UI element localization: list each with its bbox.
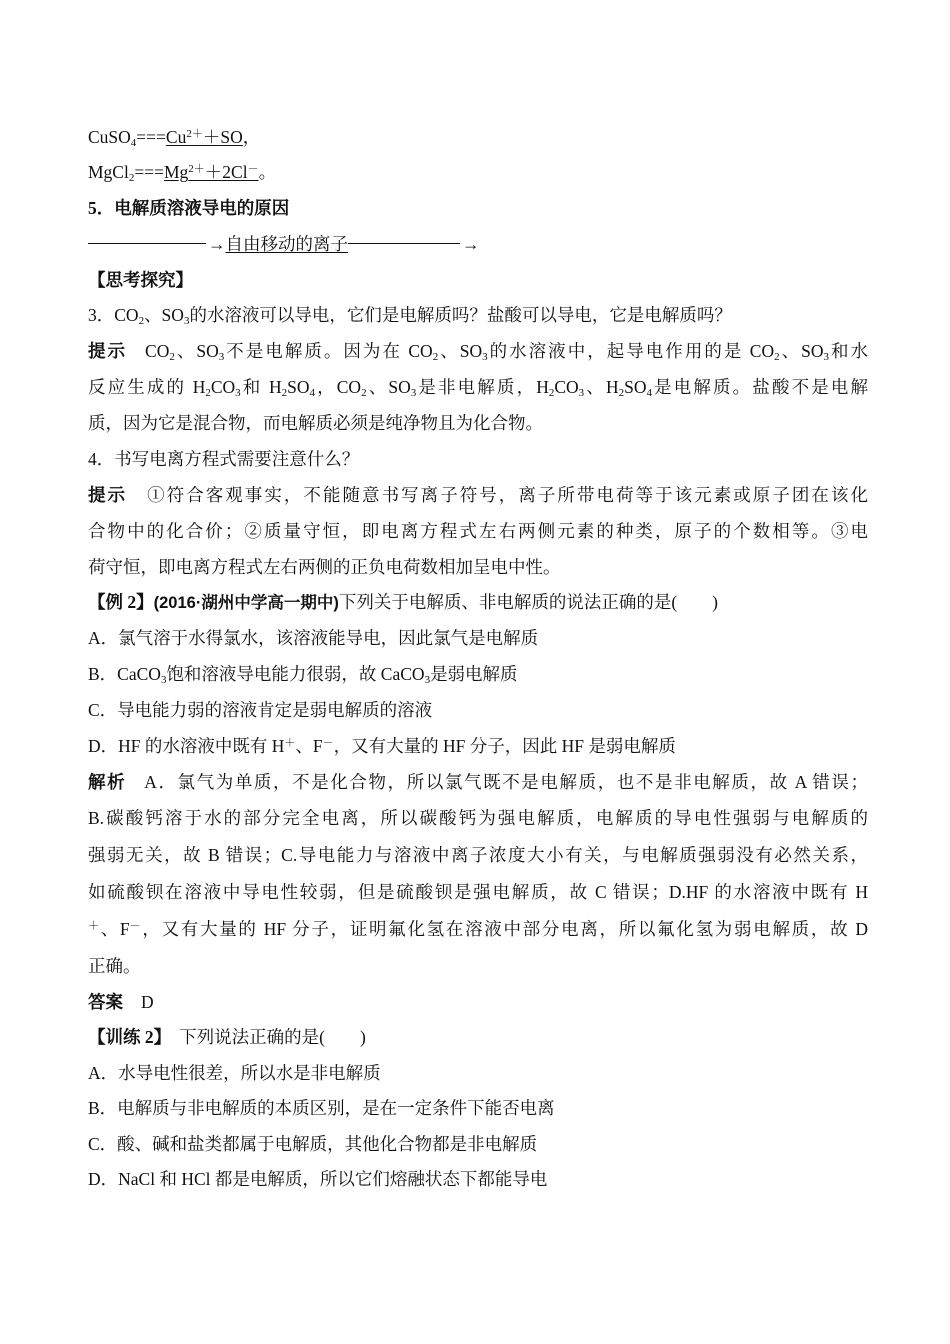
text: 下列关于电解质、非电解质的说法正确的是( ) [338, 592, 718, 612]
equals-sign: === [136, 127, 166, 147]
question-4: 4．书写电离方程式需要注意什么？ [88, 449, 360, 469]
text: 、F [100, 919, 130, 939]
superscript: ＋ [88, 920, 101, 932]
analysis-line-1 [88, 770, 868, 794]
text: ，又有大量的 HF 分子，因此 HF 是弱电解质 [333, 736, 676, 756]
superscript: － [247, 163, 259, 175]
blank-line [348, 243, 460, 244]
example-source: (2016·湖州中学高一期中) [153, 594, 339, 612]
answer-value: D [141, 992, 154, 1012]
hint-4-line-2: 合物中的化合价；②质量守恒，即电离方程式左右两侧元素的种类，原子的个数相等。③电 [88, 521, 868, 541]
analysis-label: 解析 [88, 772, 127, 792]
subscript: 2 [361, 387, 367, 399]
text: CO [554, 377, 579, 397]
superscript: 2＋ [188, 163, 205, 175]
ionization-equation-mgcl2 [88, 160, 868, 184]
subscript: 3 [424, 674, 431, 686]
section-heading: 5．电解质溶液导电的原因 [88, 198, 290, 218]
flow-line [88, 232, 868, 256]
hint-label: 提示 [88, 341, 128, 361]
subscript: 2 [774, 351, 780, 363]
text: 下列说法正确的是( ) [179, 1027, 366, 1047]
analysis-line-4: 如硫酸钡在溶液中导电性较弱，但是硫酸钡是强电解质，故 C 错误；D.HF 的水溶液中既有 H [88, 882, 868, 902]
text: 、SO [366, 377, 411, 397]
training-2-option-d: D．NaCl 和 HCl 都是电解质，所以它们熔融状态下都能导电 [88, 1169, 548, 1189]
training-tag: 【训练 2】 [88, 1027, 172, 1047]
subscript: 3 [482, 351, 488, 363]
blank-line [88, 243, 206, 244]
text: 是非电解质，H [416, 377, 549, 397]
text: 、SO [174, 341, 219, 361]
text: 的水溶液中，起导电作用的是 CO [487, 341, 775, 361]
subscript: 3 [160, 674, 167, 686]
superscript: － [322, 737, 334, 749]
text: D．HF 的水溶液中既有 H [88, 736, 285, 756]
blank-answer [164, 162, 259, 182]
plus-sign: ＋ [202, 127, 221, 147]
hint-3-line-3: 质，因为它是混合物，而电解质必须是纯净物且为化合物。 [88, 413, 543, 433]
text: 饱和溶液导电能力很弱，故 CaCO [166, 664, 425, 684]
superscript: 2＋ [186, 128, 203, 140]
example-2-option-c: C．导电能力弱的溶液肯定是弱电解质的溶液 [88, 700, 433, 720]
subscript: 4 [309, 387, 315, 399]
blank-answer: 自由移动的离子 [225, 234, 348, 254]
hint-4-line-1 [88, 483, 868, 507]
analysis-line-6: 正确。 [88, 956, 141, 976]
text: A．氯气为单质，不是化合物，所以氯气既不是电解质，也不是非电解质，故 A 错误； [144, 772, 869, 792]
hint-label: 提示 [88, 485, 128, 505]
hint-4-line-3: 荷守恒，即电离方程式左右两侧的正负电荷数相加呈电中性。 [88, 557, 561, 577]
subscript: 3 [823, 351, 830, 363]
training-2-option-c: C．酸、碱和盐类都属于电解质，其他化合物都是非电解质 [88, 1134, 538, 1154]
text: 、H [584, 377, 619, 397]
text: 、SO [438, 341, 483, 361]
formula-text: MgCl [88, 162, 129, 182]
answer-line [88, 990, 868, 1014]
punctuation: 。 [258, 162, 277, 182]
ion-text: Mg [163, 162, 189, 182]
subscript: 3 [410, 387, 417, 399]
text: 的水溶液可以导电，它们是电解质吗？盐酸可以导电，它是电解质吗？ [189, 305, 732, 325]
hint-3-line-2 [88, 375, 868, 399]
question-3 [88, 303, 868, 327]
text: 3．CO [88, 305, 139, 325]
training-2-option-b: B．电解质与非电解质的本质区别，是在一定条件下能否电离 [88, 1098, 555, 1118]
subscript: 3 [235, 387, 241, 399]
text: 、F [295, 736, 323, 756]
text: SO [287, 377, 310, 397]
text: 反应生成的 H [88, 377, 206, 397]
text: SO [624, 377, 647, 397]
subscript: 4 [646, 387, 652, 399]
analysis-line-3: 强弱无关，故 B 错误；C.导电能力与溶液中离子浓度大小有关，与电解质强弱没有必然关系， [88, 845, 868, 865]
example-2-stem [88, 590, 868, 615]
text: ，CO [314, 377, 362, 397]
example-2-option-b [88, 662, 868, 686]
subscript: 2 [618, 387, 625, 399]
subscript: 3 [218, 351, 225, 363]
text: B．CaCO [88, 664, 161, 684]
arrow-icon: → [208, 234, 226, 254]
ionization-equation-cuso4 [88, 125, 868, 149]
ion-text: SO [220, 127, 243, 147]
arrow-icon: → [462, 234, 480, 254]
text: 和水 [829, 341, 869, 361]
example-2-option-d [88, 734, 868, 758]
text: 是弱电解质 [430, 664, 518, 684]
blank-answer [166, 127, 243, 147]
punctuation: ， [242, 127, 261, 147]
text: 、SO [779, 341, 824, 361]
subscript: 2 [432, 351, 439, 363]
subscript: 4 [130, 137, 137, 149]
subscript: 2 [548, 387, 555, 399]
text: 、SO [144, 305, 184, 325]
formula-text: CuSO [88, 127, 131, 147]
text: 不是电解质。因为在 CO [224, 341, 433, 361]
subscript: 2 [281, 387, 288, 399]
training-2-stem [88, 1025, 868, 1049]
analysis-line-5 [88, 917, 868, 941]
text: 是电解质。盐酸不是电解 [651, 377, 869, 397]
example-tag: 【例 2】 [88, 592, 154, 612]
text: CO [145, 341, 170, 361]
analysis-line-2: B.碳酸钙溶于水的部分完全电离，所以碳酸钙为强电解质，电解质的导电性强弱与电解质的 [88, 808, 868, 828]
text: ①符合客观事实，不能随意书写离子符号，离子所带电荷等于该元素或原子团在该化 [145, 485, 868, 505]
text: 和 H [240, 377, 282, 397]
subscript: 3 [183, 315, 190, 327]
subscript: 2 [138, 315, 145, 327]
subscript: 2 [205, 387, 211, 399]
think-heading: 【思考探究】 [88, 270, 193, 290]
ion-text: Cu [165, 127, 187, 147]
subscript: 2 [128, 172, 135, 184]
superscript: ＋ [284, 737, 296, 749]
hint-3-line-1 [88, 339, 868, 363]
example-2-option-a: A．氯气溶于水得氯水，该溶液能导电，因此氯气是电解质 [88, 628, 539, 648]
answer-label: 答案 [88, 992, 123, 1012]
subscript: 2 [169, 351, 175, 363]
subscript: 3 [578, 387, 585, 399]
superscript: － [129, 920, 141, 932]
training-2-option-a: A．水导电性很差，所以水是非电解质 [88, 1063, 381, 1083]
text: CO [210, 377, 236, 397]
equals-sign: === [134, 162, 164, 182]
ion-text: ＋2Cl [204, 162, 248, 182]
text: ，又有大量的 HF 分子，证明氟化氢在溶液中部分电离，所以氟化氢为弱电解质，故 D [140, 919, 869, 939]
